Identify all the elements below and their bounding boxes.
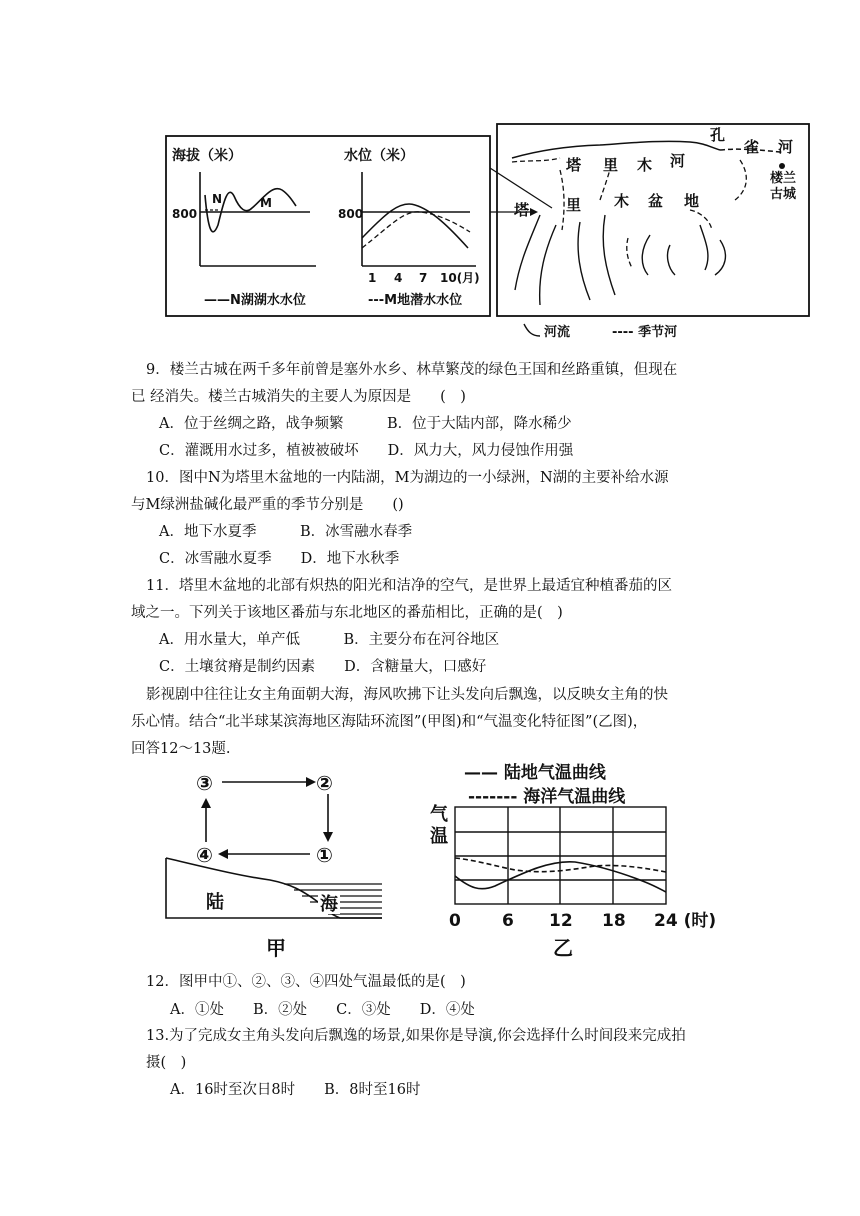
map-he2: 河 xyxy=(778,138,794,156)
map-pen: 盆 xyxy=(648,192,664,210)
x-tick-7: 7 xyxy=(419,271,428,285)
q11-line2: 域之一。下列关于该地区番茄与东北地区的番茄相比，正确的是( ) xyxy=(131,605,563,621)
q12-options: A．①处 B．②处 C．③处 D．④处 xyxy=(170,1002,475,1018)
x-tick-1: 1 xyxy=(368,271,377,285)
q11-options-ab: A．用水量大，单产低 B．主要分布在河谷地区 xyxy=(159,632,500,648)
intro-line3: 回答12～13题. xyxy=(131,741,231,757)
right-panel-ylabel: 水位（米） xyxy=(344,148,414,164)
x-tick-10: 10(月) xyxy=(440,271,480,285)
xtick-12: 12 xyxy=(549,911,573,931)
intro-line1: 影视剧中往往让女主角面朝大海，海风吹拂下让头发向后飘逸，以反映女主角的快 xyxy=(146,687,668,703)
left-panel-ylabel: 海拔（米） xyxy=(172,148,242,164)
map-di: 地 xyxy=(684,192,700,210)
q13-line1: 13.为了完成女主角头发向后飘逸的场景,如果你是导演,你会选择什么时间段来完成拍 xyxy=(146,1028,686,1044)
circle-2: ② xyxy=(316,771,333,795)
label-m: M xyxy=(260,196,272,210)
q9-line1: 9．楼兰古城在两千多年前曾是塞外水乡、林草繁茂的绿色王国和丝路重镇，但现在 xyxy=(146,362,678,378)
map-kong: 孔 xyxy=(710,126,726,144)
circle-4: ④ xyxy=(196,843,213,867)
map-loulan1: 楼兰 xyxy=(770,171,797,186)
map-que: 雀 xyxy=(744,138,760,156)
legend-solid: ——N湖湖水水位 xyxy=(204,293,306,308)
caption-yi: 乙 xyxy=(553,936,573,960)
q11-line1: 11．塔里木盆地的北部有炽热的阳光和洁净的空气，是世界上最适宜种植番茄的区 xyxy=(146,578,672,594)
label-n: N xyxy=(212,192,223,206)
q10-line1: 10．图中N为塔里木盆地的一内陆湖，M为湖边的一小绿洲，N湖的主要补给水源 xyxy=(146,470,669,486)
left-800: 800 xyxy=(172,207,198,221)
xtick-0: 0 xyxy=(449,911,461,931)
legend-dashed: ---M地潜水水位 xyxy=(368,293,463,308)
circle-1: ① xyxy=(316,843,333,867)
q13-line2: 摄( ) xyxy=(146,1055,187,1071)
sea-label: 海 xyxy=(320,894,338,915)
map-ta1: 塔 xyxy=(566,156,582,174)
map-legend-river: 河流 xyxy=(544,325,571,340)
legend-land: —— 陆地气温曲线 xyxy=(464,763,606,783)
map-li2: 里 xyxy=(566,196,582,214)
right-800: 800 xyxy=(338,207,364,221)
q9-options-cd: C．灌溉用水过多，植被被破坏 D．风力大，风力侵蚀作用强 xyxy=(159,443,574,459)
q11-options-cd: C．土壤贫瘠是制约因素 D．含糖量大，口感好 xyxy=(159,659,487,675)
caption-jia: 甲 xyxy=(266,936,286,960)
map-mu2: 木 xyxy=(614,192,630,210)
q9-options-ab: A．位于丝绸之路，战争频繁 B．位于大陆内部，降水稀少 xyxy=(159,416,572,432)
q9-line2: 已 经消失。楼兰古城消失的主要人为原因是 ( ) xyxy=(131,389,466,405)
intro-line2: 乐心情。结合“北半球某滨海地区海陆环流图”(甲图)和“气温变化特征图”(乙图)， xyxy=(131,714,648,730)
q10-options-cd: C．冰雪融水夏季 D．地下水秋季 xyxy=(159,551,400,567)
right-x-ticks xyxy=(449,911,716,931)
map-ta2: 塔 xyxy=(514,201,530,219)
map-he1: 河 xyxy=(670,152,686,170)
legend-sea: ------- 海洋气温曲线 xyxy=(468,787,626,807)
land-label: 陆 xyxy=(206,892,224,913)
map-mu1: 木 xyxy=(637,156,653,174)
map-legend-seasonal: ---- 季节河 xyxy=(612,325,678,340)
circle-3: ③ xyxy=(196,771,213,795)
xtick-6: 6 xyxy=(502,911,514,931)
q12-line: 12．图甲中①、②、③、④四处气温最低的是( ) xyxy=(146,974,466,990)
q10-line2: 与M绿洲盐碱化最严重的季节分别是 () xyxy=(131,497,404,513)
x-tick-4: 4 xyxy=(394,271,403,285)
q10-options-ab: A．地下水夏季 B．冰雪融水春季 xyxy=(159,524,413,540)
map-li1: 里 xyxy=(603,156,619,174)
xtick-18: 18 xyxy=(602,911,626,931)
xtick-24: 24 (时) xyxy=(654,911,717,931)
map-loulan2: 古城 xyxy=(770,187,797,202)
q13-options: A．16时至次日8时 B．8时至16时 xyxy=(170,1082,421,1098)
ylabel-qi: 气 xyxy=(430,804,448,825)
ylabel-wen: 温 xyxy=(430,826,448,847)
